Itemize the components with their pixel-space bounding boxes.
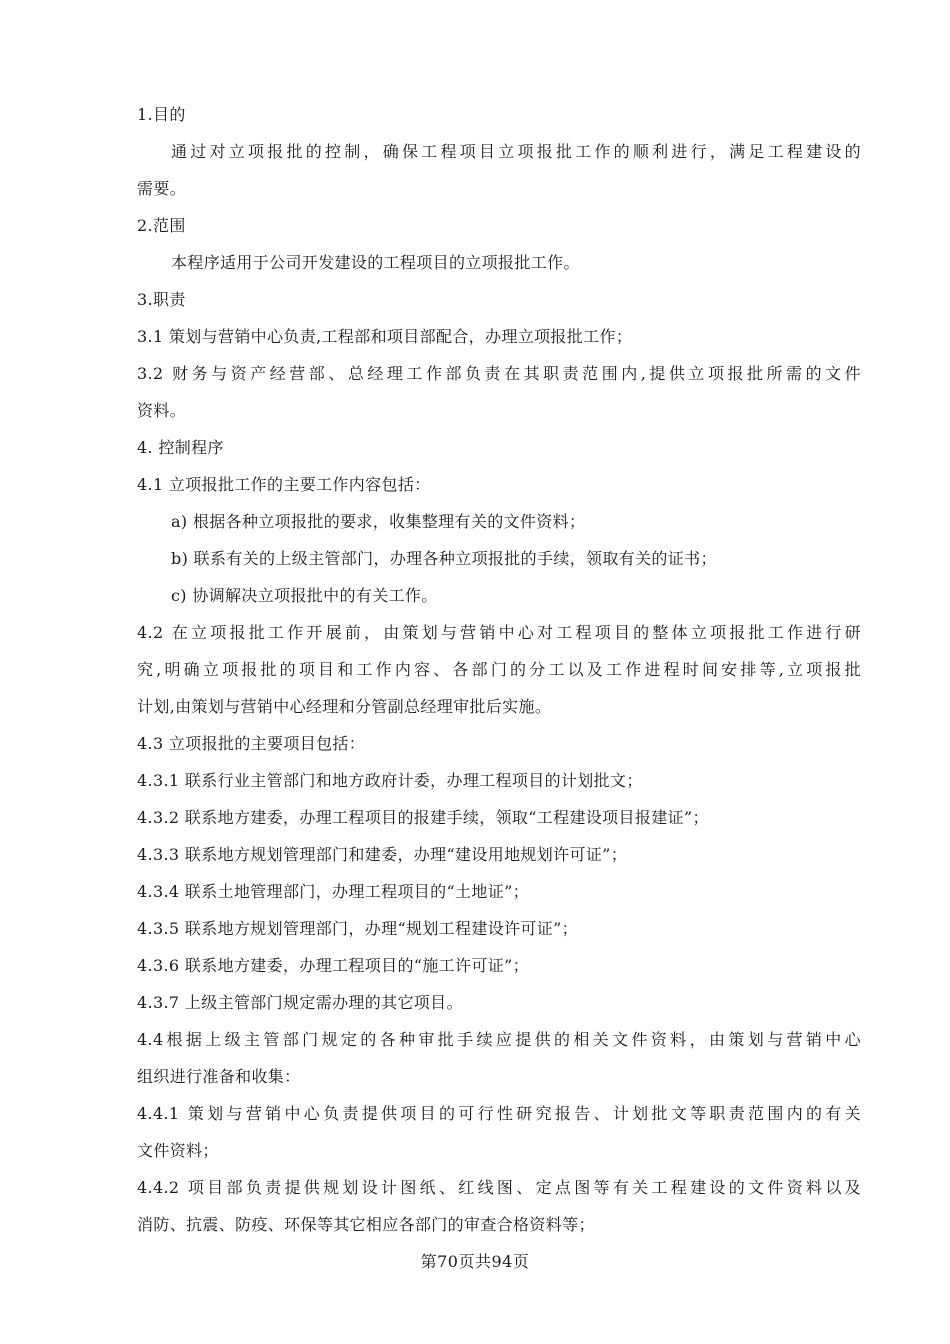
text-line: 4.3.4 联系土地管理部门，办理工程项目的“土地证”；: [137, 882, 529, 901]
text-line: 计划,由策划与营销中心经理和分管副总经理审批后实施。: [137, 697, 552, 716]
text-line: 3.2 财务与资产经营部、总经理工作部负责在其职责范围内,提供立项报批所需的文件: [137, 364, 861, 383]
text-line: 4.4.2 项目部负责提供规划设计图纸、红线图、定点图等有关工程建设的文件资料以及: [137, 1178, 861, 1197]
text-line: 4.2 在立项报批工作开展前，由策划与营销中心对工程项目的整体立项报批工作进行研: [137, 623, 861, 642]
text-line: a) 根据各种立项报批的要求，收集整理有关的文件资料；: [171, 512, 586, 531]
text-line: 消防、抗震、防疫、环保等其它相应各部门的审查合格资料等；: [137, 1215, 595, 1234]
text-line: b) 联系有关的上级主管部门，办理各种立项报批的手续，领取有关的证书；: [171, 549, 717, 568]
page-footer: 第70页共94页: [420, 1252, 530, 1271]
text-line: 4.3.2 联系地方建委，办理工程项目的报建手续，领取“工程建设项目报建证”；: [137, 808, 709, 827]
text-line: 2.范围: [137, 216, 186, 235]
text-line: 1.目的: [137, 105, 186, 124]
text-line: 4.3.5 联系地方规划管理部门，办理“规划工程建设许可证”；: [137, 919, 579, 938]
text-line: 4.4根据上级主管部门规定的各种审批手续应提供的相关文件资料，由策划与营销中心: [137, 1030, 861, 1049]
text-line: 究,明确立项报批的项目和工作内容、各部门的分工以及工作进程时间安排等,立项报批: [137, 660, 861, 679]
text-line: 4.3 立项报批的主要项目包括：: [137, 734, 366, 753]
text-line: 4.4.1 策划与营销中心负责提供项目的可行性研究报告、计划批文等职责范围内的有关: [137, 1104, 861, 1123]
text-line: 4.3.7 上级主管部门规定需办理的其它项目。: [137, 993, 463, 1012]
text-line: 4.3.6 联系地方建委，办理工程项目的“施工许可证”；: [137, 956, 529, 975]
text-line: 3.1 策划与营销中心负责,工程部和项目部配合，办理立项报批工作；: [137, 327, 633, 346]
text-line: 资料。: [137, 401, 187, 420]
text-line: 需要。: [137, 179, 187, 198]
text-line: 4. 控制程序: [137, 438, 224, 457]
text-line: 组织进行准备和收集：: [137, 1067, 301, 1086]
text-line: 通过对立项报批的控制，确保工程项目立项报批工作的顺利进行，满足工程建设的: [171, 142, 861, 161]
document-body: [137, 96, 861, 1243]
text-line: c) 协调解决立项报批中的有关工作。: [171, 586, 438, 605]
text-line: 文件资料；: [137, 1141, 219, 1160]
text-line: 4.3.1 联系行业主管部门和地方政府计委，办理工程项目的计划批文；: [137, 771, 643, 790]
text-line: 本程序适用于公司开发建设的工程项目的立项报批工作。: [171, 253, 580, 272]
text-line: 4.3.3 联系地方规划管理部门和建委，办理“建设用地规划许可证”；: [137, 845, 628, 864]
text-line: 3.职责: [137, 290, 186, 309]
text-line: 4.1 立项报批工作的主要工作内容包括：: [137, 475, 431, 494]
